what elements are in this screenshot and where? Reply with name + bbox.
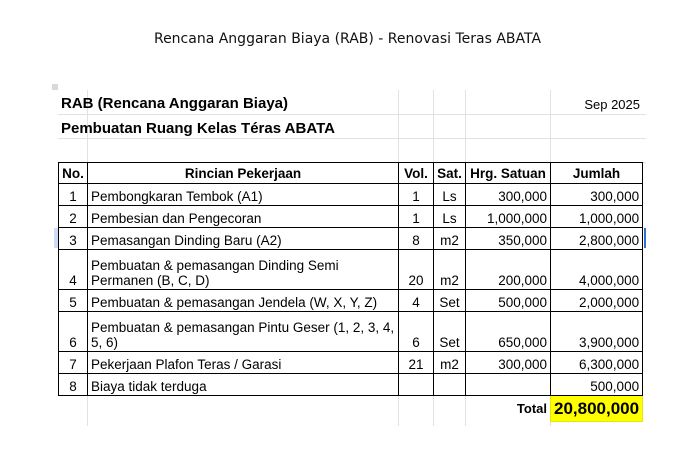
col-header-unit-price[interactable]: Hrg. Satuan	[466, 163, 551, 184]
cell-no[interactable]: 6	[59, 312, 88, 352]
table-row	[59, 374, 643, 396]
cell-unit[interactable]: Ls	[434, 184, 466, 206]
cell-amount[interactable]: 6,300,000	[551, 352, 643, 374]
cell-volume[interactable]: 21	[399, 352, 434, 374]
cell-amount[interactable]: 2,000,000	[551, 290, 643, 312]
cell-unit[interactable]: m2	[434, 228, 466, 250]
cell-no[interactable]: 4	[59, 250, 88, 290]
selection-cursor	[644, 228, 646, 248]
cell-unit[interactable]: Set	[434, 290, 466, 312]
table-row	[59, 312, 643, 352]
table-row	[59, 184, 643, 206]
sheet-heading[interactable]: RAB (Rencana Anggaran Biaya)	[61, 95, 288, 112]
total-label[interactable]: Total	[516, 401, 547, 417]
col-header-volume[interactable]: Vol.	[399, 163, 434, 184]
cell-amount[interactable]: 300,000	[551, 184, 643, 206]
cell-no[interactable]: 2	[59, 206, 88, 228]
cell-unit-price[interactable]: 650,000	[466, 312, 551, 352]
cell-unit-price[interactable]: 300,000	[466, 184, 551, 206]
table-row	[59, 290, 643, 312]
cell-description[interactable]: Pembongkaran Tembok (A1)	[88, 184, 399, 206]
spreadsheet-area[interactable]	[58, 90, 646, 426]
cell-description[interactable]: Biaya tidak terduga	[88, 374, 399, 396]
cell-unit-price[interactable]: 350,000	[466, 228, 551, 250]
total-row	[59, 396, 643, 422]
table-row	[59, 352, 643, 374]
cell-volume[interactable]: 4	[399, 290, 434, 312]
total-value[interactable]: 20,800,000	[551, 396, 643, 422]
sheet-corner	[52, 84, 58, 90]
cell-no[interactable]: 3	[59, 228, 88, 250]
cell-description[interactable]: Pembuatan & pemasangan Jendela (W, X, Y, Z)	[88, 290, 399, 312]
cell-amount[interactable]: 3,900,000	[551, 312, 643, 352]
table-row	[59, 206, 643, 228]
rab-table	[58, 162, 643, 422]
cell-unit[interactable]	[434, 374, 466, 396]
cell-amount[interactable]: 500,000	[551, 374, 643, 396]
cell-amount[interactable]: 1,000,000	[551, 206, 643, 228]
col-header-no[interactable]: No.	[59, 163, 88, 184]
cell-amount[interactable]: 2,800,000	[551, 228, 643, 250]
cell-no[interactable]: 8	[59, 374, 88, 396]
cell-unit[interactable]: Set	[434, 312, 466, 352]
cell-description[interactable]: Pembuatan & pemasangan Pintu Geser (1, 2, 3, 4, 5, 6)	[88, 312, 399, 352]
cell-unit-price[interactable]: 500,000	[466, 290, 551, 312]
cell-description[interactable]: Pembuatan & pemasangan Dinding Semi Permanen (B, C, D)	[88, 250, 399, 290]
cell-volume[interactable]: 8	[399, 228, 434, 250]
grid-line	[58, 138, 646, 139]
empty-cell[interactable]	[434, 396, 466, 422]
cell-unit-price[interactable]	[466, 374, 551, 396]
cell-no[interactable]: 5	[59, 290, 88, 312]
col-header-amount[interactable]: Jumlah	[551, 163, 643, 184]
cell-unit-price[interactable]: 200,000	[466, 250, 551, 290]
cell-volume[interactable]: 6	[399, 312, 434, 352]
cell-volume[interactable]: 1	[399, 184, 434, 206]
cell-no[interactable]: 7	[59, 352, 88, 374]
cell-unit[interactable]: m2	[434, 352, 466, 374]
cell-unit[interactable]: m2	[434, 250, 466, 290]
cell-unit[interactable]: Ls	[434, 206, 466, 228]
cell-unit-price[interactable]: 300,000	[466, 352, 551, 374]
table-row	[59, 250, 643, 290]
cell-no[interactable]: 1	[59, 184, 88, 206]
empty-cell[interactable]	[59, 396, 88, 422]
cell-amount[interactable]: 4,000,000	[551, 250, 643, 290]
cell-volume[interactable]: 1	[399, 206, 434, 228]
cell-volume[interactable]	[399, 374, 434, 396]
table-row	[59, 228, 643, 250]
cell-volume[interactable]: 20	[399, 250, 434, 290]
cell-description[interactable]: Pemasangan Dinding Baru (A2)	[88, 228, 399, 250]
grid-line	[58, 114, 646, 115]
col-header-description[interactable]: Rincian Pekerjaan	[88, 163, 399, 184]
col-header-unit[interactable]: Sat.	[434, 163, 466, 184]
cell-description[interactable]: Pembesian dan Pengecoran	[88, 206, 399, 228]
cell-description[interactable]: Pekerjaan Plafon Teras / Garasi	[88, 352, 399, 374]
empty-cell[interactable]	[88, 396, 399, 422]
table-header-row	[59, 163, 643, 184]
sheet-date[interactable]: Sep 2025	[584, 97, 640, 112]
document-title: Rencana Anggaran Biaya (RAB) - Renovasi Teras ABATA	[153, 31, 542, 47]
sheet-subheading[interactable]: Pembuatan Ruang Kelas Téras ABATA	[61, 120, 335, 137]
cell-unit-price[interactable]: 1,000,000	[466, 206, 551, 228]
empty-cell[interactable]	[399, 396, 434, 422]
